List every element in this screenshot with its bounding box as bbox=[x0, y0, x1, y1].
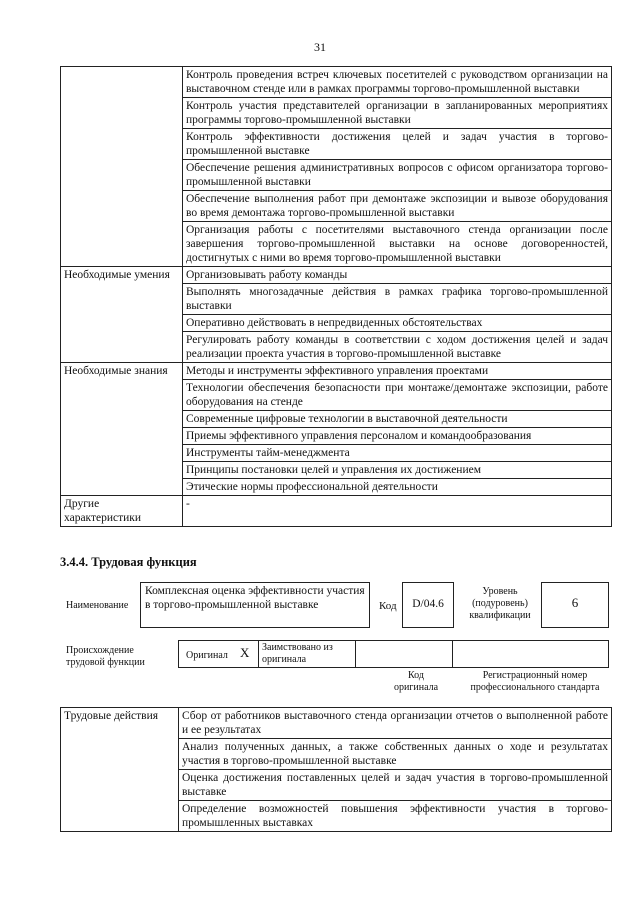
row-item: Регулировать работу команды в соответствии с ходом достижения целей и задач реализации проекта участия в торгово-промышленной выставке bbox=[183, 332, 612, 363]
code-value: D/04.6 bbox=[402, 582, 454, 628]
row-item: Сбор от работников выставочного стенда организации отчетов о выполненной работе и ее результатах bbox=[179, 708, 612, 739]
code-caption: Код оригинала bbox=[393, 670, 439, 693]
row-item: Организация работы с посетителями выставочного стенда организации после завершения торгово-промышленной выставки на основе договоренностей, достигнутых с ними во время торгово-промышленной выставки bbox=[183, 222, 612, 267]
original-label: Оригинал bbox=[186, 650, 228, 661]
origin-divider-2 bbox=[355, 640, 356, 668]
row-item: Контроль эффективности достижения целей и задач участия в торгово-промышленной выставке bbox=[183, 129, 612, 160]
row-item: Принципы постановки целей и управления их достижением bbox=[183, 462, 612, 479]
table-row bbox=[61, 496, 612, 527]
page-number: 31 bbox=[314, 40, 326, 54]
name-label: Наименование bbox=[66, 600, 129, 611]
row-item: Оперативно действовать в непредвиденных обстоятельствах bbox=[183, 315, 612, 332]
borrowed-label: Заимствовано из оригинала bbox=[262, 642, 333, 665]
level-value: 6 bbox=[541, 582, 609, 628]
level-label: Уровень (подуровень) квалификации bbox=[469, 586, 531, 621]
row-label: Необходимые знания bbox=[61, 363, 183, 496]
row-item: Обеспечение решения административных вопросов с офисом организатора торгово-промышленной выставки bbox=[183, 160, 612, 191]
code-label: Код bbox=[379, 600, 397, 612]
row-item: Инструменты тайм-менеджмента bbox=[183, 445, 612, 462]
row-label: Трудовые действия bbox=[61, 708, 179, 832]
row-item: Этические нормы профессиональной деятельности bbox=[183, 479, 612, 496]
row-item: Организовывать работу команды bbox=[183, 267, 612, 284]
row-label: Необходимые умения bbox=[61, 267, 183, 363]
reg-caption: Регистрационный номер профессионального стандарта bbox=[470, 670, 600, 693]
row-item: Оценка достижения поставленных целей и задач участия в торгово-промышленной выставке bbox=[179, 770, 612, 801]
table-row bbox=[61, 708, 612, 739]
row-label: Другие характеристики bbox=[61, 496, 183, 527]
row-item: Обеспечение выполнения работ при демонтаже экспозиции и вывозе оборудования во время демонтажа торгово-промышленной выставки bbox=[183, 191, 612, 222]
row-item: Приемы эффективного управления персоналом и командообразования bbox=[183, 428, 612, 445]
table-row bbox=[61, 67, 612, 98]
section-title: 3.4.4. Трудовая функция bbox=[60, 555, 197, 569]
row-item: Технологии обеспечения безопасности при монтаже/демонтаже экспозиции, работе оборудования на стенде bbox=[183, 380, 612, 411]
labor-actions-table bbox=[60, 707, 612, 832]
row-item: Методы и инструменты эффективного управления проектами bbox=[183, 363, 612, 380]
original-mark: X bbox=[240, 645, 250, 660]
table-row bbox=[61, 363, 612, 380]
requirements-table bbox=[60, 66, 612, 527]
row-item: Контроль проведения встреч ключевых посетителей с руководством организации на выставочном стенде или в рамках программы торгово-промышленной выставки bbox=[183, 67, 612, 98]
origin-divider-3 bbox=[452, 640, 453, 668]
row-item: Выполнять многозадачные действия в рамках графика торгово-промышленной выставки bbox=[183, 284, 612, 315]
origin-divider-1 bbox=[258, 640, 259, 668]
row-item: Современные цифровые технологии в выставочной деятельности bbox=[183, 411, 612, 428]
row-label bbox=[61, 67, 183, 267]
row-item: Определение возможностей повышения эффективности участия в торгово-промышленных выставках bbox=[179, 801, 612, 832]
name-value: Комплексная оценка эффективности участия в торгово-промышленной выставке bbox=[140, 582, 370, 628]
row-item: - bbox=[183, 496, 612, 527]
row-item: Контроль участия представителей организации в запланированных мероприятиях программы торгово-промышленной выставки bbox=[183, 98, 612, 129]
table-row bbox=[61, 267, 612, 284]
origin-label: Происхождение трудовой функции bbox=[66, 645, 145, 668]
row-item: Анализ полученных данных, а также собственных данных о ходе и результатах участия в торгово-промышленной выставке bbox=[179, 739, 612, 770]
